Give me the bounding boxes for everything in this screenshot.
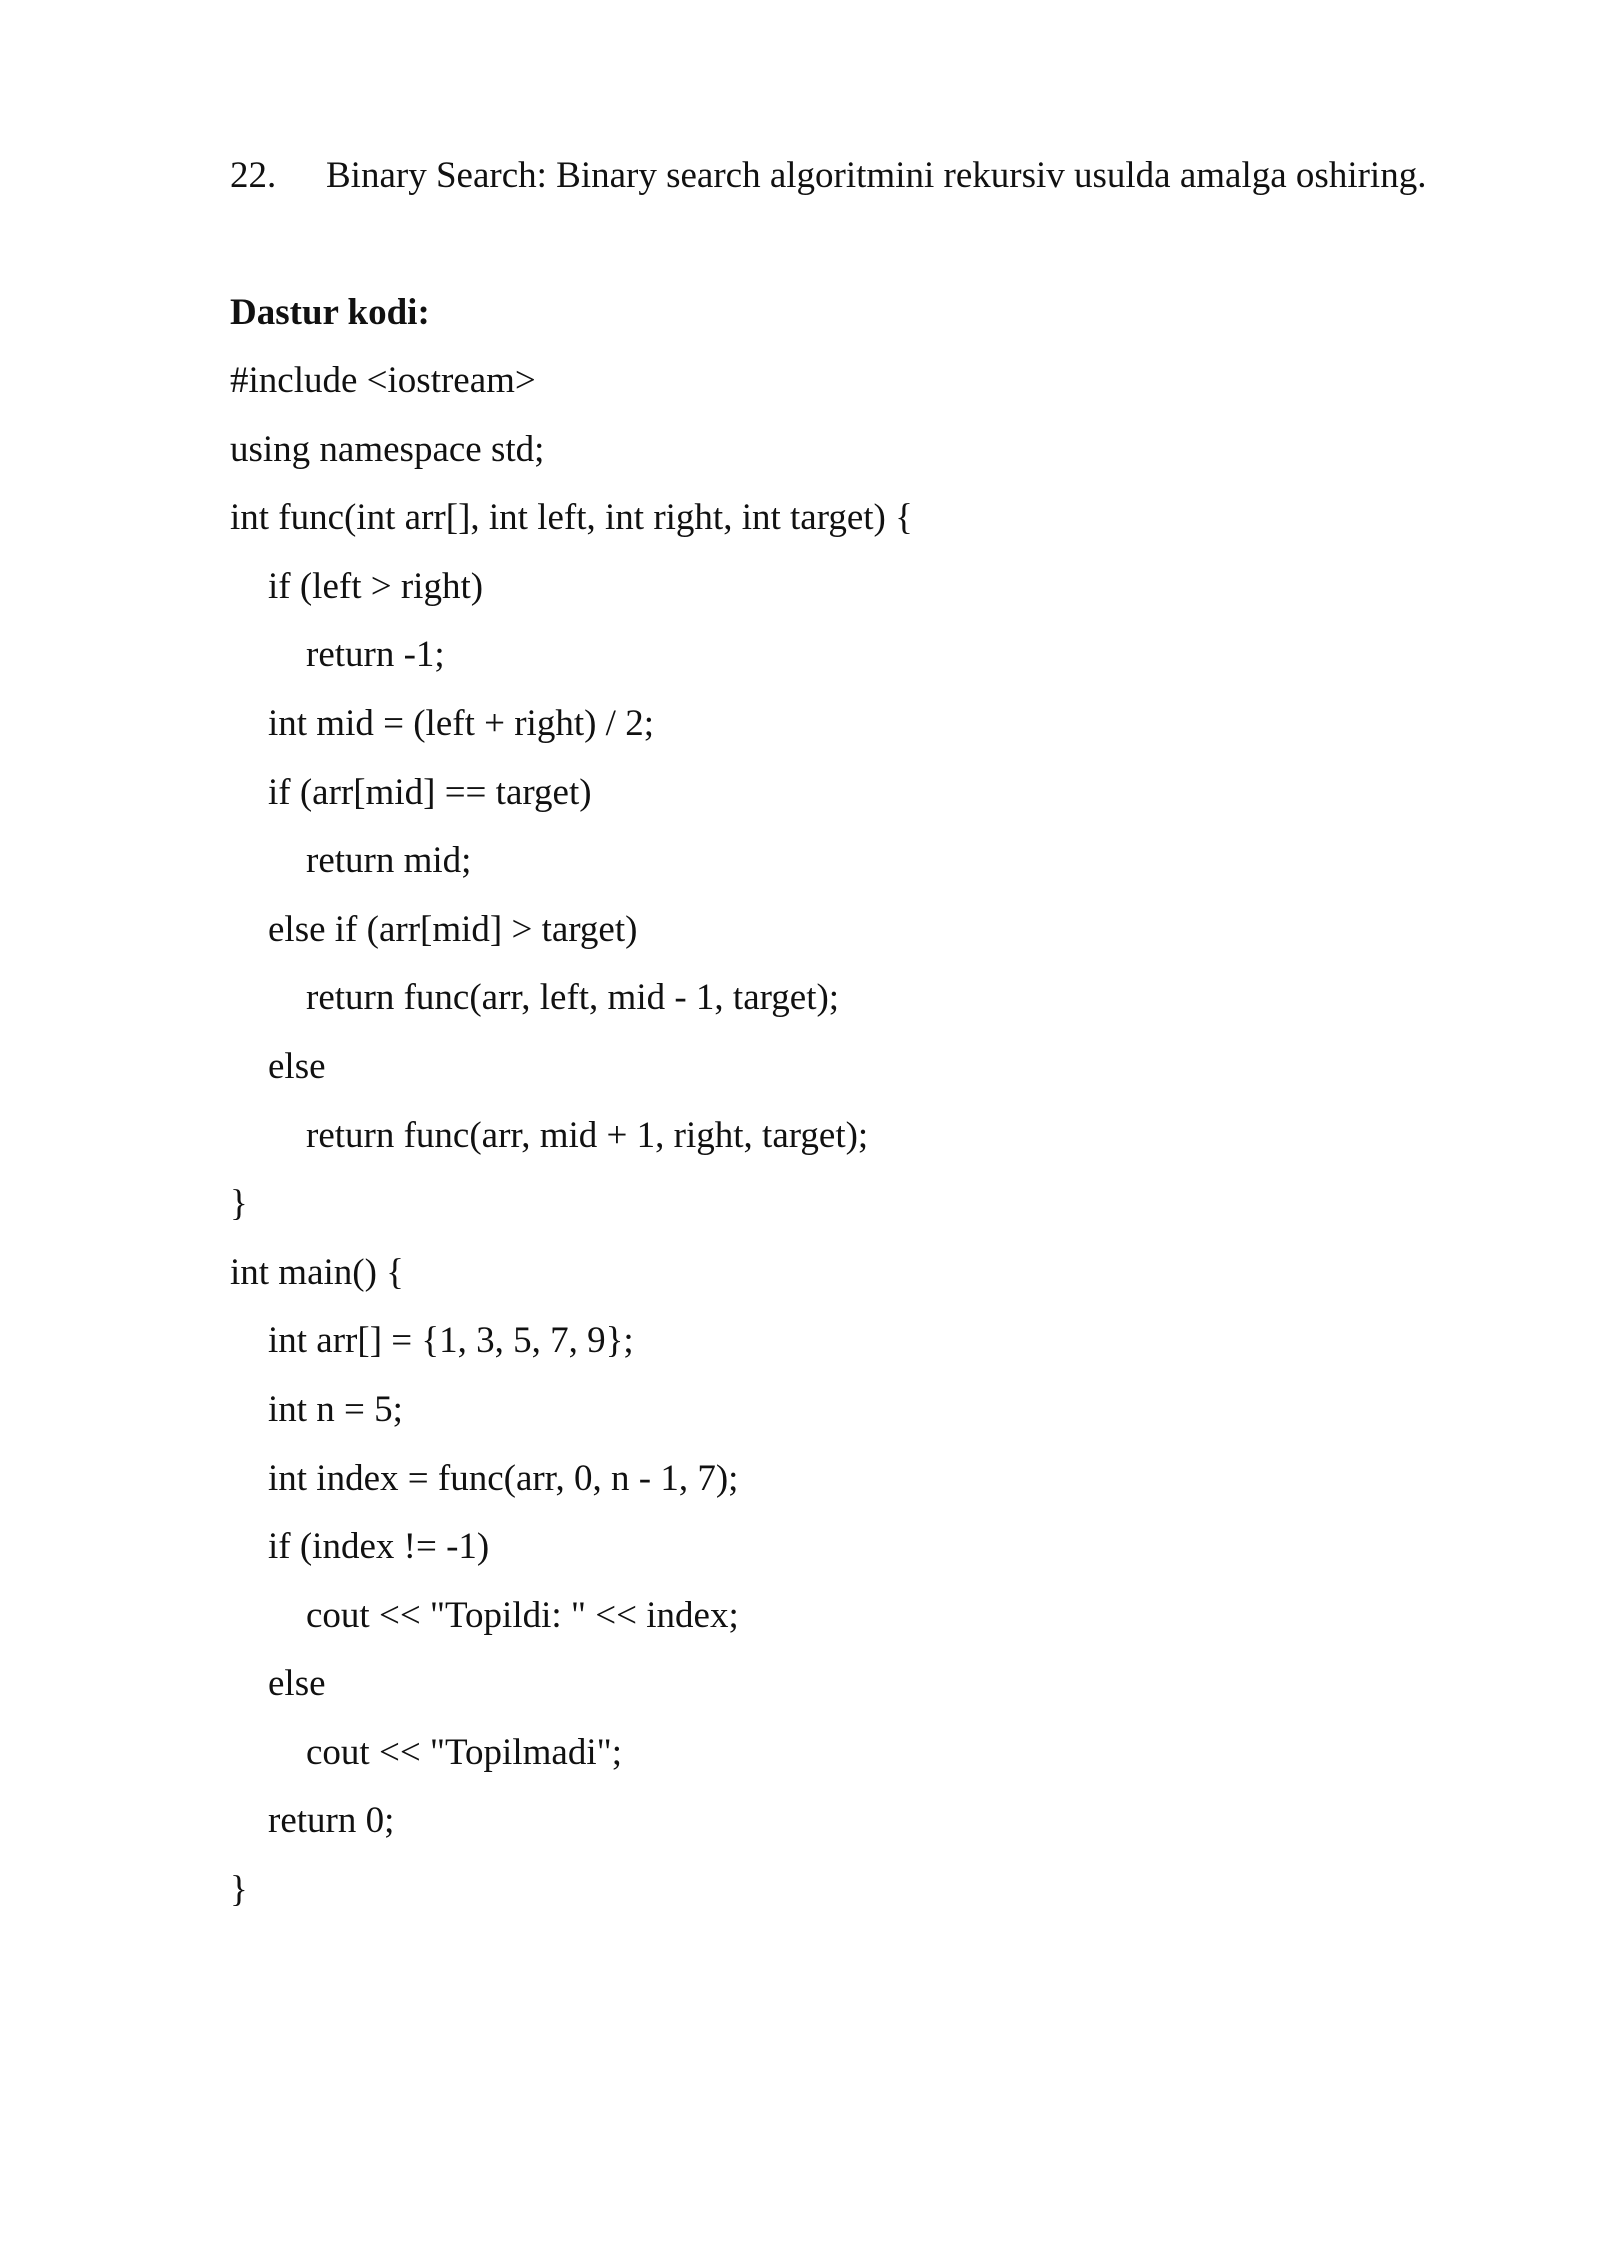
code-line: int mid = (left + right) / 2; <box>268 702 654 744</box>
code-line: } <box>230 1869 248 1911</box>
code-line: else <box>268 1663 326 1705</box>
task-number: 22. <box>230 155 277 196</box>
code-line: int main() { <box>230 1251 404 1293</box>
code-line: if (index != -1) <box>268 1526 490 1568</box>
code-line: int func(int arr[], int left, int right, int target) { <box>230 497 913 539</box>
code-line: if (left > right) <box>268 565 484 607</box>
code-line: return func(arr, mid + 1, right, target); <box>306 1114 869 1156</box>
code-line: return mid; <box>306 840 472 882</box>
code-line: int index = func(arr, 0, n - 1, 7); <box>268 1457 739 1499</box>
code-line: cout << "Topildi: " << index; <box>306 1594 739 1636</box>
code-block <box>230 355 913 1933</box>
code-line: int n = 5; <box>268 1388 403 1430</box>
code-line: } <box>230 1183 248 1225</box>
code-line: else if (arr[mid] > target) <box>268 908 638 950</box>
code-line: cout << "Topilmadi"; <box>306 1731 622 1773</box>
code-heading: Dastur kodi: <box>230 292 430 333</box>
code-line: return func(arr, left, mid - 1, target); <box>306 977 840 1019</box>
task-statement <box>230 150 1426 202</box>
code-line: return -1; <box>306 634 445 676</box>
code-line: return 0; <box>268 1800 395 1842</box>
task-text: Binary Search: Binary search algoritmini rekursiv usulda amalga oshiring. <box>326 155 1427 196</box>
code-line: else <box>268 1045 326 1087</box>
code-line: int arr[] = {1, 3, 5, 7, 9}; <box>268 1320 634 1362</box>
code-line: if (arr[mid] == target) <box>268 771 592 813</box>
code-line: using namespace std; <box>230 428 545 470</box>
code-line: #include <iostream> <box>230 360 536 401</box>
